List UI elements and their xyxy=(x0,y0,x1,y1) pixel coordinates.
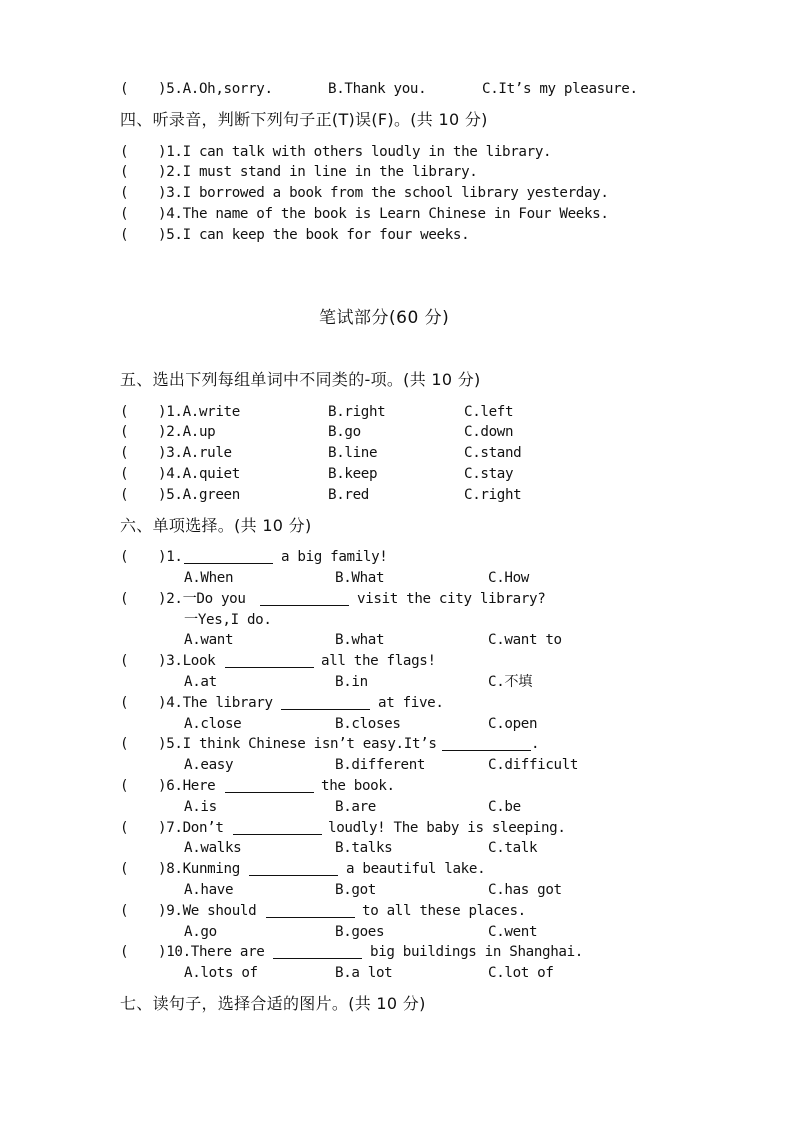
question-text: )2.一Do you xyxy=(158,591,246,607)
option-b: B.Thank you. xyxy=(328,81,427,97)
answer-paren: ( xyxy=(120,944,129,960)
option-a: A.easy xyxy=(184,757,234,773)
option-b: B.red xyxy=(328,487,369,503)
option-a: A.walks xyxy=(184,840,242,856)
question-text: )1. xyxy=(158,549,183,565)
option-a: )5.A.green xyxy=(158,487,240,503)
answer-paren: ( xyxy=(120,778,129,794)
option-b: B.keep xyxy=(328,466,378,482)
question-text-after-blank: big buildings in Shanghai. xyxy=(370,944,583,960)
question-text-after-blank: all the flags! xyxy=(321,653,436,669)
option-b: B.what xyxy=(335,632,385,648)
option-b: B.got xyxy=(335,882,376,898)
section-4-item xyxy=(0,226,470,280)
option-c: C.stay xyxy=(464,466,514,482)
option-c: C.不填 xyxy=(488,674,533,690)
option-c: C.went xyxy=(488,924,538,940)
question-text: )10.There are xyxy=(158,944,265,960)
option-c: C.difficult xyxy=(488,757,579,773)
answer-paren: ( xyxy=(120,424,129,440)
option-c: C.It’s my pleasure. xyxy=(482,81,638,97)
answer-paren: ( xyxy=(120,144,129,160)
answer-paren: ( xyxy=(120,81,129,97)
option-a: )1.A.write xyxy=(158,404,240,420)
answer-blank xyxy=(249,875,338,876)
option-c: C.right xyxy=(464,487,522,503)
answer-paren: ( xyxy=(120,185,129,201)
answer-paren: ( xyxy=(120,903,129,919)
question-text: )8.Kunming xyxy=(158,861,240,877)
answer-blank xyxy=(184,563,273,564)
answer-paren: ( xyxy=(120,487,129,503)
question-text: )5.I think Chinese isn’t easy.It’s xyxy=(158,736,437,752)
written-part-title: 笔试部分(60 分) xyxy=(319,308,450,328)
answer-paren: ( xyxy=(120,695,129,711)
answer-blank xyxy=(225,667,314,668)
question-text: )6.Here xyxy=(158,778,216,794)
option-a: A.want xyxy=(184,632,234,648)
option-c: C.talk xyxy=(488,840,538,856)
option-c: C.down xyxy=(464,424,514,440)
question-text-after-blank: visit the city library? xyxy=(357,591,546,607)
answer-paren: ( xyxy=(120,227,129,243)
section-4-title: 四、听录音，判断下列句子正(T)误(F)。(共 10 分) xyxy=(120,110,488,129)
option-c: C.has got xyxy=(488,882,562,898)
answer-blank xyxy=(273,958,362,959)
question-text-after-blank: a big family! xyxy=(281,549,388,565)
section-5-title: 五、选出下列每组单词中不同类的-项。(共 10 分) xyxy=(120,370,481,389)
option-a: )3.A.rule xyxy=(158,445,232,461)
question-text: )5.A.Oh,sorry. xyxy=(158,81,273,97)
option-c: C.open xyxy=(488,716,538,732)
option-b: B.go xyxy=(328,424,361,440)
question-text-after-blank: . xyxy=(531,736,540,752)
option-b: B.are xyxy=(335,799,376,815)
option-a: )4.A.quiet xyxy=(158,466,240,482)
statement-text: )1.I can talk with others loudly in the library. xyxy=(158,144,552,160)
dialogue-reply: 一Yes,I do. xyxy=(184,612,272,628)
statement-text: )3.I borrowed a book from the school library yesterday. xyxy=(158,185,609,201)
answer-blank xyxy=(442,750,531,751)
option-c: C.stand xyxy=(464,445,522,461)
question-text-after-blank: loudly! The baby is sleeping. xyxy=(328,820,566,836)
answer-paren: ( xyxy=(120,591,129,607)
answer-blank xyxy=(281,709,370,710)
option-c: C.How xyxy=(488,570,529,586)
question-text: )7.Don’t xyxy=(158,820,224,836)
option-a: A.is xyxy=(184,799,217,815)
statement-text: )5.I can keep the book for four weeks. xyxy=(158,227,470,243)
answer-paren: ( xyxy=(120,653,129,669)
section-7-title: 七、读句子，选择合适的图片。(共 10 分) xyxy=(120,994,426,1013)
answer-paren: ( xyxy=(120,549,129,565)
option-b: B.line xyxy=(328,445,378,461)
question-text: )4.The library xyxy=(158,695,273,711)
answer-paren: ( xyxy=(120,736,129,752)
statement-text: )4.The name of the book is Learn Chinese in Four Weeks. xyxy=(158,206,609,222)
question-text-after-blank: to all these places. xyxy=(362,903,526,919)
answer-blank xyxy=(225,792,314,793)
option-a: A.go xyxy=(184,924,217,940)
option-a: A.When xyxy=(184,570,234,586)
option-b: B.in xyxy=(335,674,368,690)
answer-blank xyxy=(233,834,322,835)
option-b: B.goes xyxy=(335,924,385,940)
answer-paren: ( xyxy=(120,164,129,180)
question-text-after-blank: at five. xyxy=(378,695,444,711)
question-text-after-blank: the book. xyxy=(321,778,395,794)
section-6-title: 六、单项选择。(共 10 分) xyxy=(120,516,312,535)
option-b: B.a lot xyxy=(335,965,393,981)
option-a: A.close xyxy=(184,716,242,732)
question-text: )9.We should xyxy=(158,903,257,919)
option-c: C.be xyxy=(488,799,521,815)
question-text: )3.Look xyxy=(158,653,216,669)
option-b: B.right xyxy=(328,404,386,420)
option-b: B.talks xyxy=(335,840,393,856)
answer-paren: ( xyxy=(120,445,129,461)
option-a: A.at xyxy=(184,674,217,690)
option-a: A.have xyxy=(184,882,234,898)
option-c: C.lot of xyxy=(488,965,554,981)
option-b: B.What xyxy=(335,570,385,586)
answer-paren: ( xyxy=(120,466,129,482)
option-a: )2.A.up xyxy=(158,424,216,440)
option-c: C.want to xyxy=(488,632,562,648)
answer-paren: ( xyxy=(120,404,129,420)
option-b: B.closes xyxy=(335,716,401,732)
option-a: A.lots of xyxy=(184,965,258,981)
question-text-after-blank: a beautiful lake. xyxy=(346,861,486,877)
option-b: B.different xyxy=(335,757,426,773)
answer-paren: ( xyxy=(120,861,129,877)
option-c: C.left xyxy=(464,404,514,420)
answer-paren: ( xyxy=(120,820,129,836)
answer-blank xyxy=(260,605,349,606)
statement-text: )2.I must stand in line in the library. xyxy=(158,164,478,180)
answer-paren: ( xyxy=(120,206,129,222)
answer-blank xyxy=(266,917,355,918)
